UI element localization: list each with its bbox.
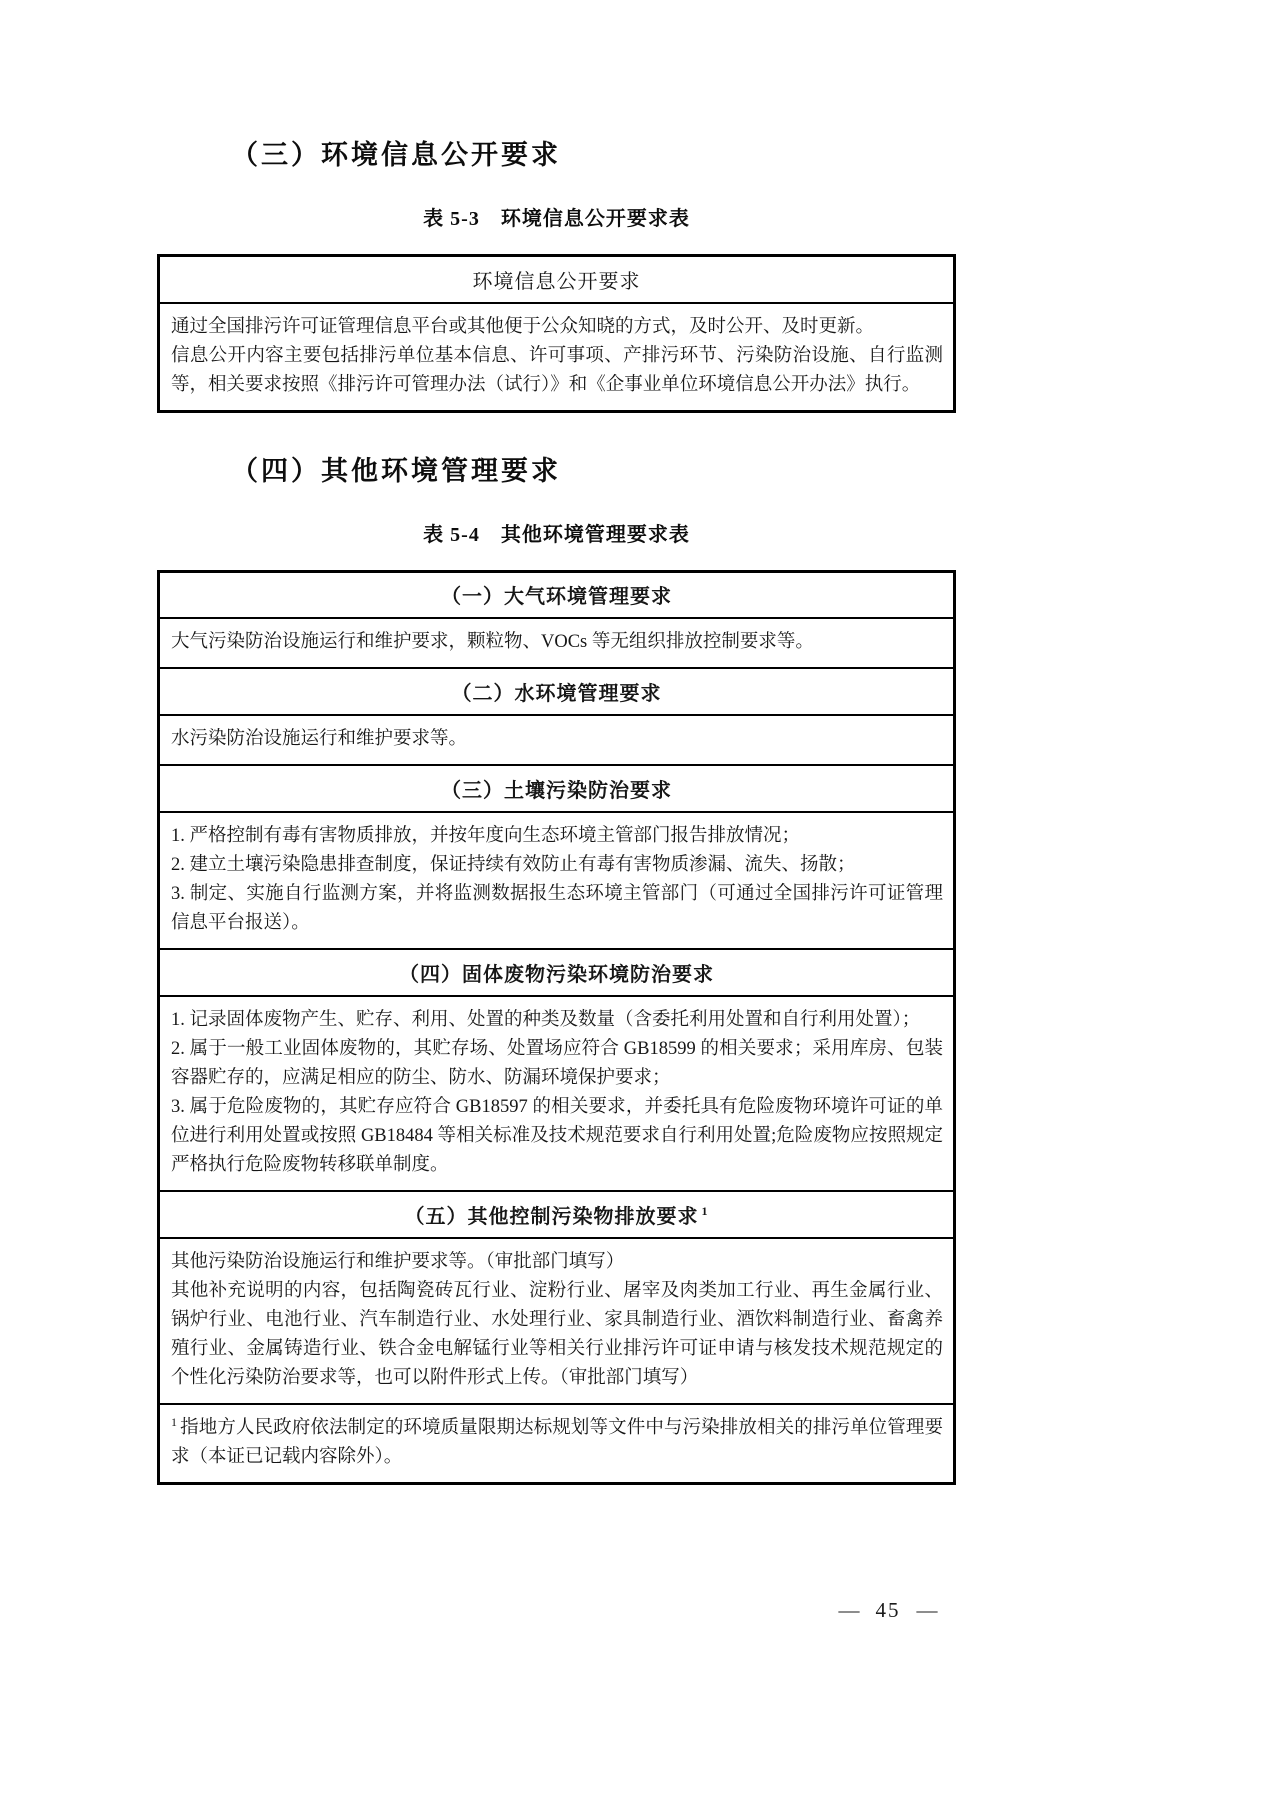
table-row bbox=[159, 571, 955, 618]
table-row bbox=[159, 949, 955, 996]
footnote-reference-mark: 1 bbox=[701, 1204, 709, 1219]
table-row bbox=[159, 668, 955, 715]
subsection-soil-header: （三）土壤污染防治要求 bbox=[159, 765, 955, 812]
paragraph: 信息公开内容主要包括排污单位基本信息、许可事项、产排污环节、污染防治设施、自行监测等，相关要求按照《排污许可管理办法（试行）》和《企事业单位环境信息公开办法》执行。 bbox=[171, 345, 943, 395]
table-row bbox=[159, 303, 955, 412]
footnote-text: 指地方人民政府依法制定的环境质量限期达标规划等文件中与污染排放相关的排污单位管理要求（本证已记载内容除外）。 bbox=[171, 1418, 943, 1467]
section-3-heading: （三）环境信息公开要求 bbox=[231, 140, 561, 170]
page-number-value: 45 bbox=[875, 1598, 901, 1622]
table-5-3-header: 环境信息公开要求 bbox=[159, 256, 955, 303]
table-row bbox=[159, 1404, 955, 1484]
subsection-solid-waste-content bbox=[159, 996, 955, 1191]
paragraph: 1. 严格控制有毒有害物质排放，并按年度向生态环境主管部门报告排放情况； bbox=[171, 826, 801, 846]
footnote-marker: 1 bbox=[171, 1414, 177, 1429]
table-5-4-caption: 表 5-4 其他环境管理要求表 bbox=[423, 523, 690, 546]
page-number-dash-left: — bbox=[838, 1598, 860, 1622]
paragraph: 其他污染防治设施运行和维护要求等。（审批部门填写） bbox=[171, 1252, 625, 1272]
paragraph: 3. 属于危险废物的，其贮存应符合 GB18597 的相关要求，并委托具有危险废物环境许可证的单位进行利用处置或按照 GB18484 等相关标准及技术规范要求自行利用处置;危险废物应按照规定严格执行危险废物转移联单制度。 bbox=[171, 1097, 943, 1175]
paragraph: 3. 制定、实施自行监测方案，并将监测数据报生态环境主管部门（可通过全国排污许可证管理信息平台报送）。 bbox=[171, 884, 943, 933]
subsection-other-header bbox=[159, 1191, 955, 1238]
subsection-other-title: （五）其他控制污染物排放要求 bbox=[404, 1206, 699, 1228]
paragraph: 2. 属于一般工业固体废物的，其贮存场、处置场应符合 GB18599 的相关要求；采用库房、包装容器贮存的，应满足相应的防尘、防水、防漏环境保护要求； bbox=[171, 1039, 943, 1088]
table-5-3-caption: 表 5-3 环境信息公开要求表 bbox=[423, 208, 690, 230]
table-row bbox=[159, 715, 955, 765]
page-number-dash-right: — bbox=[916, 1598, 938, 1622]
paragraph: 通过全国排污许可证管理信息平台或其他便于公众知晓的方式，及时公开、及时更新。 bbox=[171, 316, 875, 337]
table-5-4 bbox=[157, 570, 956, 1486]
subsection-air-header: （一）大气环境管理要求 bbox=[159, 571, 955, 618]
paragraph: 2. 建立土壤污染隐患排查制度，保证持续有效防止有毒有害物质渗漏、流失、扬散； bbox=[171, 855, 856, 875]
section-4-heading: （四）其他环境管理要求 bbox=[231, 455, 561, 486]
table-row bbox=[159, 618, 955, 668]
subsection-water-content bbox=[159, 715, 955, 765]
document-sheet bbox=[157, 0, 956, 1485]
subsection-other-content bbox=[159, 1238, 955, 1404]
table-row bbox=[159, 765, 955, 812]
paragraph: 1. 记录固体废物产生、贮存、利用、处置的种类及数量（含委托利用处置和自行利用处置）； bbox=[171, 1010, 921, 1030]
subsection-solid-waste-header: （四）固体废物污染环境防治要求 bbox=[159, 949, 955, 996]
page-number bbox=[820, 1598, 956, 1623]
subsection-water-header: （二）水环境管理要求 bbox=[159, 668, 955, 715]
table-5-3 bbox=[157, 254, 956, 413]
table-row bbox=[159, 1238, 955, 1404]
subsection-air-content bbox=[159, 618, 955, 668]
paragraph: 大气污染防治设施运行和维护要求，颗粒物、VOCs 等无组织排放控制要求等。 bbox=[171, 632, 814, 652]
table-5-3-content bbox=[159, 303, 955, 412]
table-row bbox=[159, 256, 955, 303]
table-row bbox=[159, 996, 955, 1191]
footnote-cell bbox=[159, 1404, 955, 1484]
paragraph: 水污染防治设施运行和维护要求等。 bbox=[171, 729, 468, 749]
table-row bbox=[159, 812, 955, 949]
table-row bbox=[159, 1191, 955, 1238]
paragraph: 其他补充说明的内容，包括陶瓷砖瓦行业、淀粉行业、屠宰及肉类加工行业、再生金属行业、锅炉行业、电池行业、汽车制造行业、水处理行业、家具制造行业、酒饮料制造行业、畜禽养殖行业、金属铸造行业、铁合金电解锰行业等相关行业排污许可证申请与核发技术规范规定的个性化污染防治要求等，也可以附件形式上传。（审批部门填写） bbox=[171, 1281, 943, 1388]
subsection-soil-content bbox=[159, 812, 955, 949]
